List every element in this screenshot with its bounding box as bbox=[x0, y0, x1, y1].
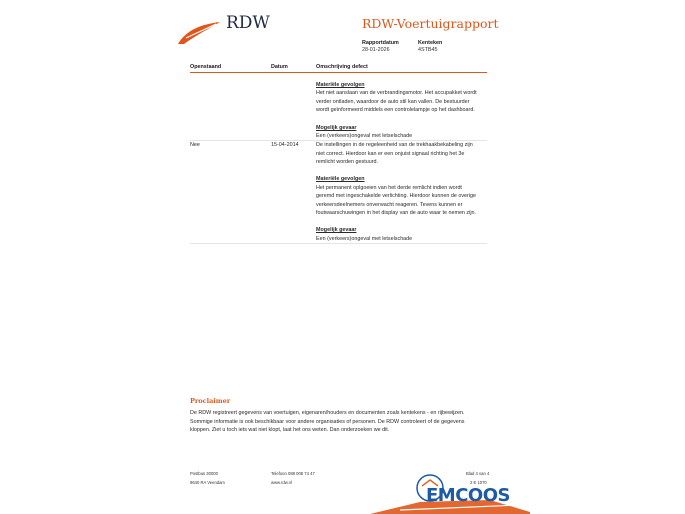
col-header-date: Datum bbox=[271, 64, 288, 70]
footer-address-line: 9640 RA Veendam bbox=[190, 480, 225, 485]
row-date: 15-04-2014 bbox=[271, 142, 299, 148]
block-line: verkeersdeelnemers onverwacht reageren. Tevens kunnen er bbox=[316, 201, 463, 208]
watermark-text: EMCOOS bbox=[426, 485, 510, 506]
meta-label-report-date: Rapportdatum bbox=[362, 40, 399, 46]
col-header-description: Omschrijving defect bbox=[316, 64, 368, 70]
row-divider bbox=[190, 243, 487, 244]
block-title: Mogelijk gevaar bbox=[316, 125, 357, 131]
block-line: niet correct. Hierdoor kan er een onjuist signaal richting het 3e bbox=[316, 150, 465, 157]
logo-text: RDW bbox=[226, 13, 270, 33]
report-title: RDW-Voertuigrapport bbox=[362, 16, 499, 31]
disclaimer-line: De RDW registreert gegevens van voertuigen, eigenaren/houders en documenten zoals kentekens - en rijbewijzen. bbox=[190, 410, 465, 416]
footer-address-line: Postbus 30000 bbox=[190, 471, 218, 476]
block-line: wordt geïnformeerd middels een controlelampje op het dashboard. bbox=[316, 107, 475, 114]
block-line: Het permanent oplgoeien van het derde remlicht indien wordt bbox=[316, 184, 462, 191]
disclaimer-title: Proclaimer bbox=[190, 397, 231, 405]
disclaimer-line: kloppen. Ziet u toch iets wat niet klopt, laat het ons weten. Dan onderzoeken we dit. bbox=[190, 427, 390, 434]
block-line: Het niet aanslaan van de verbrandingsmotor. Het accupakket wordt bbox=[316, 90, 477, 96]
meta-value-report-date: 28-01-2026 bbox=[362, 47, 390, 53]
block-line: Een (verkeers)ongeval met letselschade bbox=[316, 235, 413, 242]
block-line: De instellingen in de regeleenheid van de trekhaakbekabeling zijn bbox=[316, 142, 473, 148]
footer-page-line: 2 E 1070 bbox=[470, 480, 487, 485]
footer-page-line: Blad 4 van 4 bbox=[466, 471, 490, 476]
meta-value-plate: 4STB45 bbox=[418, 47, 438, 53]
header-divider bbox=[190, 72, 487, 73]
block-title: Materiële gevolgen bbox=[316, 176, 365, 182]
meta-label-plate: Kenteken bbox=[418, 40, 443, 46]
footer-contact-line: www.rdw.nl bbox=[271, 480, 292, 485]
footer-contact-line: Telefoon 088 008 74 47 bbox=[271, 471, 315, 476]
row-status: Nee bbox=[190, 142, 200, 148]
block-line: Een (verkeers)ongeval met letselschade bbox=[316, 133, 413, 139]
disclaimer-line: Sommige informatie is ook beschikbaar voor andere organisaties of personen. De RDW controleert of de gegevens bbox=[190, 418, 465, 425]
block-line: remlicht worden gestuurd. bbox=[316, 159, 379, 166]
block-title: Mogelijk gevaar bbox=[316, 227, 357, 233]
col-header-open: Openstaand bbox=[190, 64, 222, 70]
block-line: verder ontladen, waardoor de auto stil kan vallen. De bestuurder bbox=[316, 98, 470, 105]
block-line: geremd met ingeschakelde verlichting. Hierdoor kunnen de overige bbox=[316, 193, 477, 200]
rdw-logo-icon bbox=[176, 20, 222, 46]
block-title: Materiële gevolgen bbox=[316, 82, 365, 88]
block-line: foutwaarschuwingen in het display van de auto waar te nemen zijn. bbox=[316, 210, 477, 217]
